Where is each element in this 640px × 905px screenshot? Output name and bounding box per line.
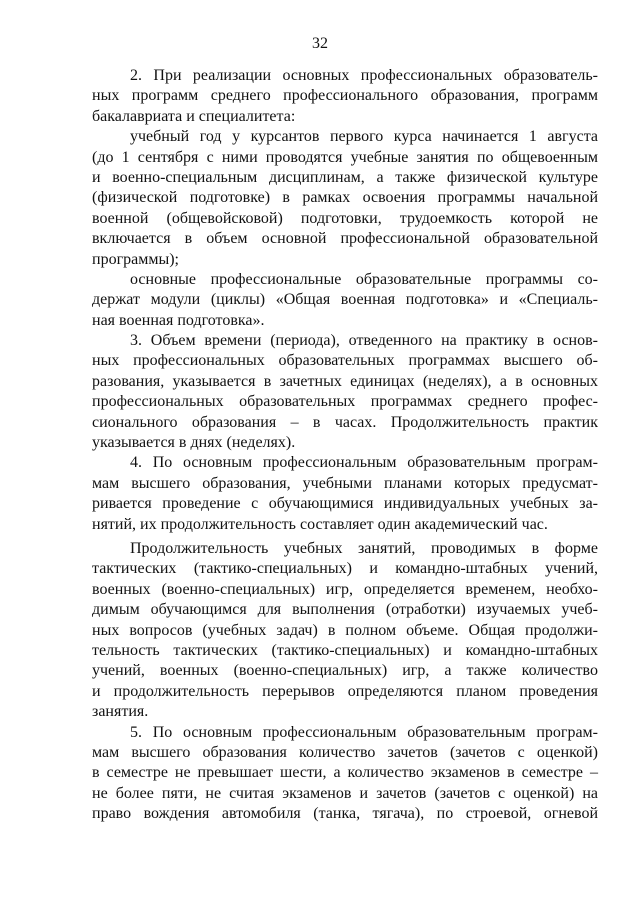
text-line: учебный год у курсантов первого курса начинается 1 августа	[130, 128, 598, 146]
text-line: ных программ среднего профессионального образования, программ	[92, 87, 598, 105]
text-line: разования, указывается в зачетных единицах (неделях), а в основных	[92, 372, 598, 390]
text-line: включается в объем основной профессиональной образовательной	[92, 230, 598, 248]
text-line: тельность тактических (тактико-специальных) и командно-штабных	[92, 641, 598, 659]
text-line: 4. По основным профессиональным образовательным програм-	[130, 454, 598, 472]
text-line: и продолжительность перерывов определяются планом проведения	[92, 682, 598, 700]
text-line: в семестре не превышает шести, а количество экзаменов в семестре –	[92, 764, 598, 782]
page-number: 32	[312, 35, 328, 52]
text-line: нятий, их продолжительность составляет один академический час.	[92, 515, 548, 533]
text-line: бакалавриата и специалитета:	[92, 107, 296, 125]
text-line: и военно-специальным дисциплинам, а также физической культуре	[92, 168, 598, 186]
paragraph-item-2-intro	[92, 66, 598, 127]
text-line: ная военная подготовка».	[92, 311, 265, 329]
paragraph-item-3	[92, 331, 598, 453]
text-line: Продолжительность учебных занятий, проводимых в форме	[130, 539, 598, 557]
text-line: профессиональных образовательных программах среднего профес-	[92, 393, 598, 411]
paragraph-modules	[92, 270, 598, 331]
text-line: ривается проведение с обучающимися индивидуальных учебных за-	[92, 495, 598, 513]
text-line: военной (общевойсковой) подготовки, трудоемкость которой не	[92, 209, 598, 227]
text-line: 5. По основным профессиональным образовательным програм-	[130, 723, 598, 741]
text-line: военных (военно-специальных) игр, определяется временем, необхо-	[92, 580, 598, 598]
text-line: димым обучающимся для выполнения (отработки) изучаемых учеб-	[92, 601, 598, 619]
document-body	[92, 66, 598, 824]
text-line: держат модули (циклы) «Общая военная подготовка» и «Специаль-	[92, 291, 598, 309]
text-line: (до 1 сентября с ними проводятся учебные занятия по общевоенным	[92, 148, 598, 166]
paragraph-duration	[92, 539, 598, 723]
paragraph-academic-year	[92, 127, 598, 270]
text-line: мам высшего образования количество зачетов (зачетов с оценкой)	[92, 743, 598, 761]
text-line: ных профессиональных образовательных программах высшего об-	[92, 352, 598, 370]
text-line: занятия.	[92, 703, 149, 721]
text-line: (физической подготовке) в рамках освоения программы начальной	[92, 189, 598, 207]
text-line: тактических (тактико-специальных) и командно-штабных учений,	[92, 560, 598, 578]
paragraph-item-5	[92, 723, 598, 825]
text-line: сионального образования – в часах. Продолжительность практик	[92, 413, 598, 431]
text-line: мам высшего образования, учебными планами которых предусмат-	[92, 474, 598, 492]
text-line: не более пяти, не считая экзаменов и зачетов (зачетов с оценкой) на	[92, 784, 598, 802]
text-line: право вождения автомобиля (танка, тягача), по строевой, огневой	[92, 805, 598, 823]
text-line: ных вопросов (учебных задач) в полном объеме. Общая продолжи-	[92, 621, 598, 639]
text-line: указывается в днях (неделях).	[92, 434, 296, 452]
text-line: программы);	[92, 250, 179, 268]
paragraph-item-4	[92, 453, 598, 535]
text-line: основные профессиональные образовательные программы со-	[130, 270, 598, 288]
text-line: учений, военных (военно-специальных) игр, а также количество	[92, 662, 598, 680]
text-line: 3. Объем времени (периода), отведенного на практику в основ-	[130, 332, 598, 350]
text-line: 2. При реализации основных профессиональных образователь-	[130, 67, 598, 84]
